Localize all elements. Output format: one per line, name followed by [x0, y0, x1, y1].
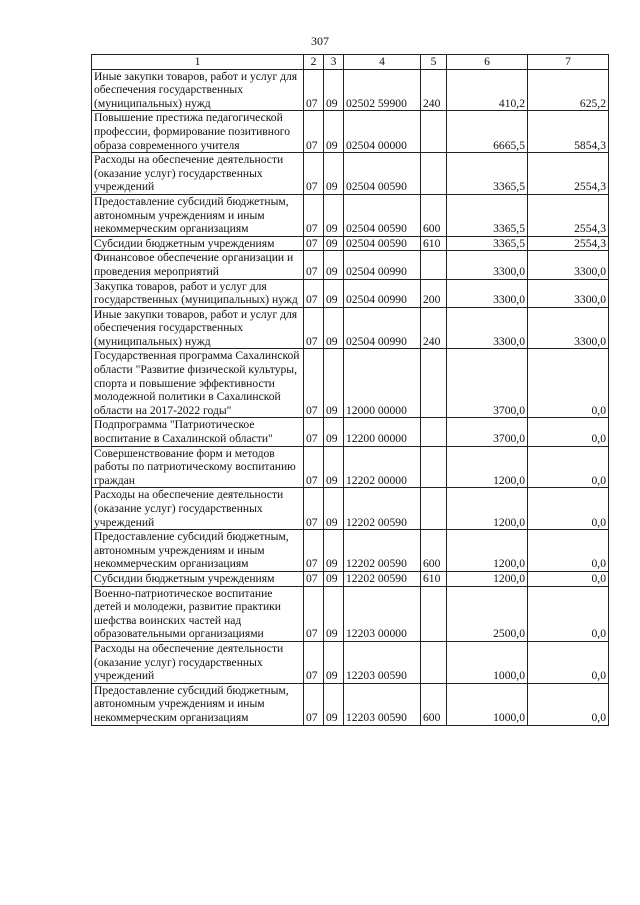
expense-type-cell: 610	[421, 571, 447, 586]
amount-col6-cell: 2500,0	[447, 586, 528, 641]
row-name-cell: Расходы на обеспечение деятельности (оказание услуг) государственных учреждений	[92, 641, 304, 683]
amount-col7-cell: 5854,3	[528, 111, 609, 153]
row-name-cell: Предоставление субсидий бюджетным, автономным учреждениям и иным некоммерческим организациям	[92, 194, 304, 236]
subsection-code-cell: 09	[324, 236, 344, 251]
section-code-cell: 07	[304, 586, 324, 641]
subsection-code-cell: 09	[324, 641, 344, 683]
subsection-code-cell: 09	[324, 69, 344, 111]
row-name-cell: Субсидии бюджетным учреждениям	[92, 236, 304, 251]
row-name-cell: Закупка товаров, работ и услуг для государственных (муниципальных) нужд	[92, 279, 304, 307]
section-code-cell: 07	[304, 488, 324, 530]
target-article-cell: 12202 00590	[344, 530, 421, 572]
amount-col7-cell: 3300,0	[528, 307, 609, 349]
section-code-cell: 07	[304, 418, 324, 446]
subsection-code-cell: 09	[324, 307, 344, 349]
table-body	[92, 55, 609, 726]
expense-type-cell	[421, 349, 447, 418]
row-name-cell: Предоставление субсидий бюджетным, автономным учреждениям и иным некоммерческим организациям	[92, 683, 304, 725]
target-article-cell: 12203 00590	[344, 641, 421, 683]
section-code-cell: 07	[304, 641, 324, 683]
subsection-code-cell: 09	[324, 194, 344, 236]
amount-col6-cell: 410,2	[447, 69, 528, 111]
amount-col7-cell: 0,0	[528, 571, 609, 586]
section-code-cell: 07	[304, 153, 324, 195]
amount-col6-cell: 1200,0	[447, 571, 528, 586]
expense-type-cell	[421, 446, 447, 488]
amount-col6-cell: 6665,5	[447, 111, 528, 153]
section-code-cell: 07	[304, 194, 324, 236]
target-article-cell: 02504 00000	[344, 111, 421, 153]
table-row	[92, 69, 609, 111]
column-header: 1	[92, 55, 304, 70]
amount-col7-cell: 0,0	[528, 530, 609, 572]
table-row	[92, 488, 609, 530]
column-header: 4	[344, 55, 421, 70]
amount-col6-cell: 3365,5	[447, 153, 528, 195]
amount-col7-cell: 625,2	[528, 69, 609, 111]
row-name-cell: Предоставление субсидий бюджетным, автономным учреждениям и иным некоммерческим организациям	[92, 530, 304, 572]
expense-type-cell	[421, 586, 447, 641]
amount-col7-cell: 0,0	[528, 683, 609, 725]
section-code-cell: 07	[304, 571, 324, 586]
column-header-row	[92, 55, 609, 70]
table-row	[92, 586, 609, 641]
section-code-cell: 07	[304, 446, 324, 488]
amount-col6-cell: 3365,5	[447, 194, 528, 236]
expense-type-cell	[421, 418, 447, 446]
amount-col6-cell: 3700,0	[447, 418, 528, 446]
row-name-cell: Субсидии бюджетным учреждениям	[92, 571, 304, 586]
subsection-code-cell: 09	[324, 153, 344, 195]
amount-col7-cell: 3300,0	[528, 251, 609, 279]
amount-col6-cell: 1000,0	[447, 641, 528, 683]
target-article-cell: 02504 00590	[344, 153, 421, 195]
row-name-cell: Расходы на обеспечение деятельности (оказание услуг) государственных учреждений	[92, 153, 304, 195]
table-row	[92, 236, 609, 251]
table-row	[92, 153, 609, 195]
target-article-cell: 02504 00590	[344, 194, 421, 236]
target-article-cell: 12200 00000	[344, 418, 421, 446]
subsection-code-cell: 09	[324, 111, 344, 153]
section-code-cell: 07	[304, 683, 324, 725]
amount-col7-cell: 0,0	[528, 446, 609, 488]
amount-col6-cell: 3300,0	[447, 307, 528, 349]
subsection-code-cell: 09	[324, 571, 344, 586]
amount-col7-cell: 2554,3	[528, 236, 609, 251]
table-row	[92, 641, 609, 683]
amount-col6-cell: 1200,0	[447, 446, 528, 488]
target-article-cell: 02504 00990	[344, 279, 421, 307]
section-code-cell: 07	[304, 251, 324, 279]
column-header: 3	[324, 55, 344, 70]
row-name-cell: Повышение престижа педагогической профессии, формирование позитивного образа современного учителя	[92, 111, 304, 153]
section-code-cell: 07	[304, 111, 324, 153]
subsection-code-cell: 09	[324, 488, 344, 530]
amount-col6-cell: 3300,0	[447, 279, 528, 307]
amount-col6-cell: 3365,5	[447, 236, 528, 251]
row-name-cell: Финансовое обеспечение организации и проведения мероприятий	[92, 251, 304, 279]
target-article-cell: 12202 00590	[344, 488, 421, 530]
expense-type-cell	[421, 488, 447, 530]
table-row	[92, 279, 609, 307]
subsection-code-cell: 09	[324, 279, 344, 307]
amount-col7-cell: 0,0	[528, 349, 609, 418]
expense-type-cell: 200	[421, 279, 447, 307]
column-header: 2	[304, 55, 324, 70]
expense-type-cell	[421, 153, 447, 195]
target-article-cell: 02504 00990	[344, 307, 421, 349]
target-article-cell: 12000 00000	[344, 349, 421, 418]
table-row	[92, 307, 609, 349]
row-name-cell: Подпрограмма "Патриотическое воспитание в Сахалинской области"	[92, 418, 304, 446]
expense-type-cell: 610	[421, 236, 447, 251]
section-code-cell: 07	[304, 307, 324, 349]
amount-col7-cell: 0,0	[528, 641, 609, 683]
row-name-cell: Государственная программа Сахалинской области "Развитие физической культуры, спорта и повышение эффективности молодежной политики в Сахалинской области на 2017-2022 годы"	[92, 349, 304, 418]
section-code-cell: 07	[304, 530, 324, 572]
row-name-cell: Военно-патриотическое воспитание детей и молодежи, развитие практики шефства воинских частей над образовательными организациями	[92, 586, 304, 641]
table-row	[92, 349, 609, 418]
target-article-cell: 12203 00000	[344, 586, 421, 641]
expense-type-cell: 240	[421, 307, 447, 349]
expense-type-cell: 600	[421, 683, 447, 725]
expense-type-cell	[421, 111, 447, 153]
row-name-cell: Совершенствование форм и методов работы по патриотическому воспитанию граждан	[92, 446, 304, 488]
target-article-cell: 12202 00000	[344, 446, 421, 488]
target-article-cell: 12203 00590	[344, 683, 421, 725]
row-name-cell: Иные закупки товаров, работ и услуг для обеспечения государственных (муниципальных) нужд	[92, 307, 304, 349]
table-row	[92, 194, 609, 236]
amount-col6-cell: 1000,0	[447, 683, 528, 725]
amount-col7-cell: 0,0	[528, 488, 609, 530]
budget-table	[91, 54, 609, 726]
subsection-code-cell: 09	[324, 418, 344, 446]
amount-col6-cell: 3300,0	[447, 251, 528, 279]
target-article-cell: 02504 00590	[344, 236, 421, 251]
table-row	[92, 446, 609, 488]
table-row	[92, 111, 609, 153]
amount-col6-cell: 1200,0	[447, 530, 528, 572]
target-article-cell: 02504 00990	[344, 251, 421, 279]
section-code-cell: 07	[304, 279, 324, 307]
table-row	[92, 683, 609, 725]
subsection-code-cell: 09	[324, 586, 344, 641]
section-code-cell: 07	[304, 349, 324, 418]
amount-col6-cell: 3700,0	[447, 349, 528, 418]
section-code-cell: 07	[304, 69, 324, 111]
subsection-code-cell: 09	[324, 530, 344, 572]
amount-col7-cell: 3300,0	[528, 279, 609, 307]
expense-type-cell: 600	[421, 194, 447, 236]
expense-type-cell: 240	[421, 69, 447, 111]
amount-col7-cell: 2554,3	[528, 194, 609, 236]
subsection-code-cell: 09	[324, 349, 344, 418]
expense-type-cell	[421, 641, 447, 683]
subsection-code-cell: 09	[324, 683, 344, 725]
table-row	[92, 251, 609, 279]
row-name-cell: Расходы на обеспечение деятельности (оказание услуг) государственных учреждений	[92, 488, 304, 530]
amount-col7-cell: 0,0	[528, 586, 609, 641]
table-row	[92, 571, 609, 586]
row-name-cell: Иные закупки товаров, работ и услуг для обеспечения государственных (муниципальных) нужд	[92, 69, 304, 111]
expense-type-cell: 600	[421, 530, 447, 572]
column-header: 7	[528, 55, 609, 70]
target-article-cell: 12202 00590	[344, 571, 421, 586]
column-header: 5	[421, 55, 447, 70]
table-row	[92, 530, 609, 572]
amount-col6-cell: 1200,0	[447, 488, 528, 530]
table-row	[92, 418, 609, 446]
target-article-cell: 02502 59900	[344, 69, 421, 111]
subsection-code-cell: 09	[324, 251, 344, 279]
subsection-code-cell: 09	[324, 446, 344, 488]
amount-col7-cell: 0,0	[528, 418, 609, 446]
section-code-cell: 07	[304, 236, 324, 251]
page-number: 307	[311, 34, 329, 48]
amount-col7-cell: 2554,3	[528, 153, 609, 195]
expense-type-cell	[421, 251, 447, 279]
column-header: 6	[447, 55, 528, 70]
